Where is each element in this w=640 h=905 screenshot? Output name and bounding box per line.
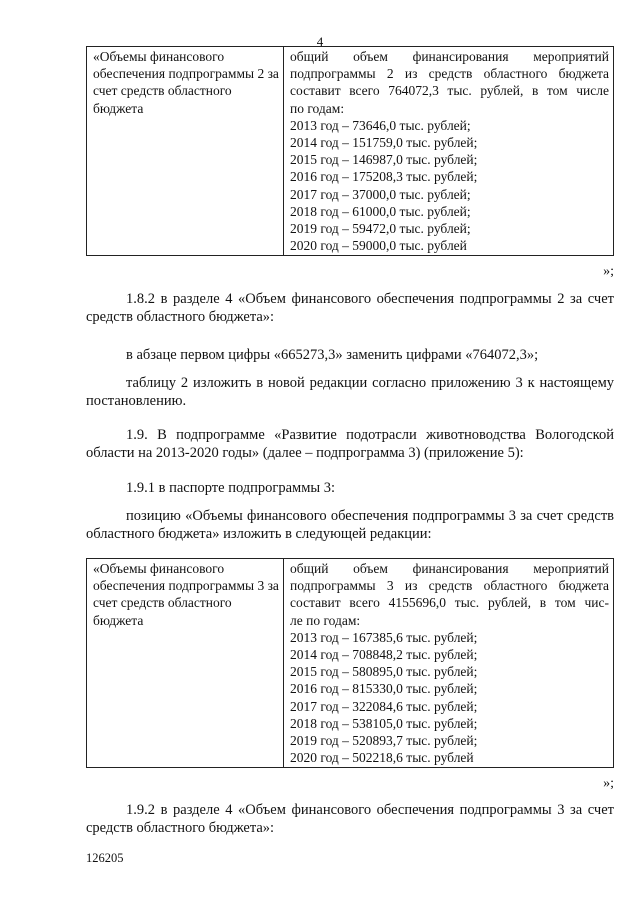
table-label-cell: «Объемы финансового обеспечения подпрограммы 2 за счет средств областного бюджета (87, 47, 284, 256)
year-line: 2013 год – 73646,0 тыс. рублей; (290, 117, 471, 133)
table-value-cell (284, 559, 614, 768)
year-line: 2014 год – 708848,2 тыс. рублей; (290, 647, 478, 663)
paragraph: в абзаце первом цифры «665273,3» заменить цифрами «764072,3»; (126, 347, 539, 363)
year-line: 2017 год – 37000,0 тыс. рублей; (290, 186, 471, 202)
year-line: 2018 год – 538105,0 тыс. рублей; (290, 715, 478, 731)
year-line: 2019 год – 59472,0 тыс. рублей; (290, 221, 471, 237)
paragraph: позицию «Объемы финансового обеспечения подпрограммы 3 за счет средств областного бюджета» изложить в следующей редакции: (86, 508, 614, 542)
year-line: 2020 год – 502218,6 тыс. рублей (290, 750, 474, 766)
table-value-cell (284, 47, 614, 256)
funding-table-subprogram-2 (86, 46, 614, 256)
paragraph: 1.8.2 в разделе 4 «Объем финансового обеспечения подпрограммы 2 за счет средств областного бюджета»: (86, 291, 614, 325)
paragraph: 1.9. В подпрограмме «Развитие подотрасли животноводства Вологодской области на 2013-2020 годы» (далее – подпрограмма 3) (приложение 5): (86, 427, 614, 461)
year-line: 2014 год – 151759,0 тыс. рублей; (290, 135, 478, 151)
paragraph: таблицу 2 изложить в новой редакции согласно приложению 3 к настоящему постановлению. (86, 375, 614, 409)
year-line: 2016 год – 175208,3 тыс. рублей; (290, 169, 478, 185)
year-line: 2017 год – 322084,6 тыс. рублей; (290, 698, 478, 714)
document-code: 126205 (86, 851, 124, 865)
table-intro-text: общий объем финансирования мероприятий подпрограммы 3 из средств областного бюджета составит всего 4155696,0 тыс. рублей, в том чис- (290, 561, 609, 611)
page-number: 4 (316, 34, 324, 49)
year-line: 2016 год – 815330,0 тыс. рублей; (290, 681, 478, 697)
year-line: 2013 год – 167385,6 тыс. рублей; (290, 629, 478, 645)
funding-table-subprogram-3 (86, 558, 614, 768)
table-label-cell: «Объемы финансового обеспечения подпрограммы 3 за счет средств областного бюджета (87, 559, 284, 768)
year-line: 2015 год – 146987,0 тыс. рублей; (290, 152, 478, 168)
year-line: 2020 год – 59000,0 тыс. рублей (290, 238, 467, 254)
table-intro-tail: по годам: (290, 100, 345, 116)
paragraph: 1.9.1 в паспорте подпрограммы 3: (126, 480, 336, 496)
year-line: 2019 год – 520893,7 тыс. рублей; (290, 733, 478, 749)
closing-quote: »; (603, 264, 614, 279)
year-line: 2018 год – 61000,0 тыс. рублей; (290, 203, 471, 219)
year-line: 2015 год – 580895,0 тыс. рублей; (290, 664, 478, 680)
paragraph: 1.9.2 в разделе 4 «Объем финансового обеспечения подпрограммы 3 за счет средств областного бюджета»: (86, 802, 614, 836)
table-intro-text: общий объем финансирования мероприятий подпрограммы 2 из средств областного бюджета составит всего 764072,3 тыс. рублей, в том числе (290, 49, 609, 99)
closing-quote: »; (603, 776, 614, 791)
table-intro-tail: ле по годам: (290, 612, 361, 628)
